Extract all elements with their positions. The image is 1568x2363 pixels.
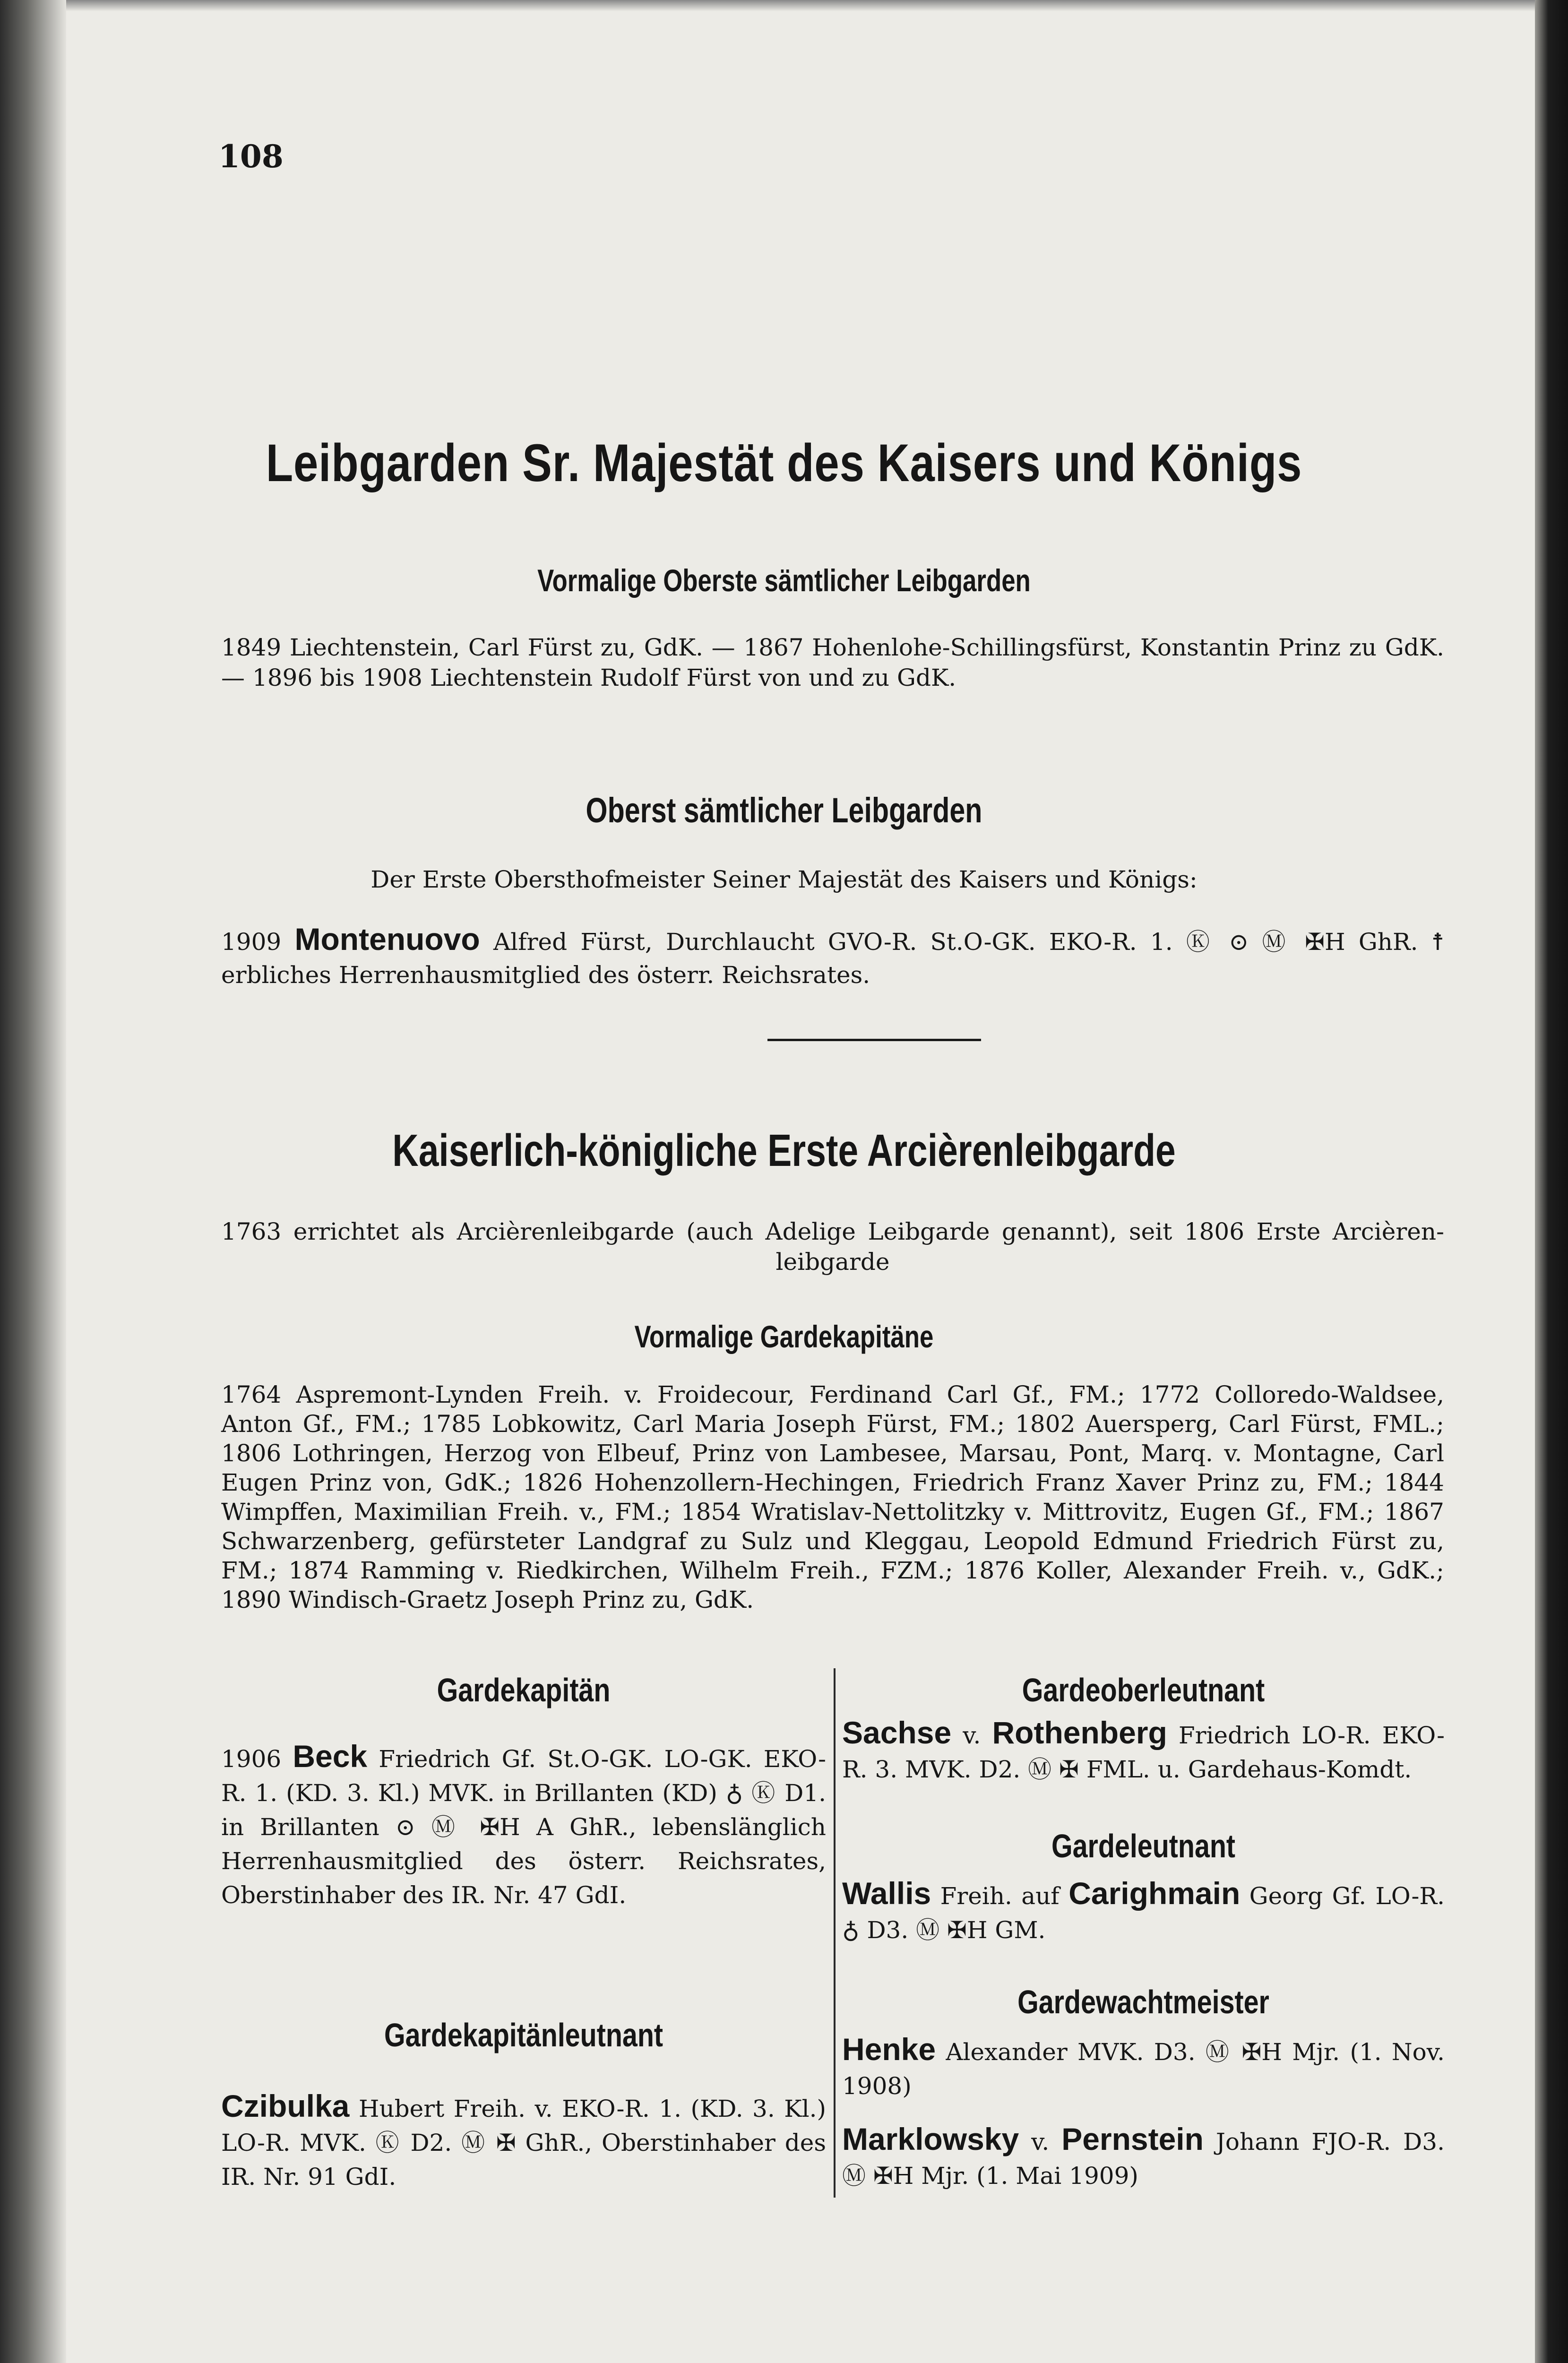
paragraph-text: Liechtenstein, Carl Fürst zu, GdK. — 1867 Hohenlohe-Schillingsfürst, Konstantin Prinz zu GdK. — 1896 bis 1908 Liechtenstein Rudolf Fürst von und zu GdK. (221, 634, 1444, 691)
heading-gardekapitaen: Gardekapitän (437, 1672, 611, 1708)
right-column (842, 1668, 1445, 2202)
heading-gardeleutnant: Gardeleutnant (1051, 1828, 1236, 1864)
person-name: Beck (293, 1739, 368, 1774)
entry-henke (842, 2032, 1445, 2103)
section-heading-arcieren: Kaiserlich-königliche Erste Arcièrenleibgarde (392, 1125, 1176, 1176)
year: 1763 (221, 1218, 282, 1245)
heading-gardeoberleutnant: Gardeoberleutnant (1022, 1672, 1265, 1708)
entry-text: Alfred Fürst, Durchlaucht GVO-R. St.O-GK. EKO-R. 1. Ⓚ ⊙ Ⓜ ✠H GhR. ☨ erbliches Herrenhausmitglied des österr. Reichsrates. (221, 928, 1444, 989)
left-column (221, 1668, 826, 2202)
name-particle: v. (1031, 2128, 1050, 2156)
year: 1909 (221, 928, 282, 956)
paragraph-text: errichtet als Arcièrenleibgarde (auch Adelige Leibgarde genannt), seit 1806 Erste Arcièrenleibgarde (293, 1218, 1444, 1276)
person-name: Carighmain (1068, 1876, 1241, 1911)
entry-text: Alexander MVK. D3. Ⓜ ✠H Mjr. (1. Nov. 1908) (842, 2038, 1445, 2100)
heading-gardewachtmeister: Gardewachtmeister (1017, 1984, 1269, 2020)
entry-text: Friedrich LO-R. EKO-R. 3. MVK. D2. Ⓜ ✠ FML. u. Gardehaus-Komdt. (842, 1722, 1445, 1783)
entry-text: Georg Gf. LO-R. ♁ D3. Ⓜ ✠H GM. (842, 1882, 1445, 1944)
heading-gardekapitaenleutnant: Gardekapitänleutnant (384, 2017, 663, 2053)
section-heading-colonel: Oberst sämtlicher Leibgarden (586, 791, 982, 830)
year: 1906 (221, 1745, 282, 1773)
section-heading-former-colonels: Vormalige Oberste sämtlicher Leibgarden (537, 563, 1031, 598)
page-number: 108 (218, 138, 284, 175)
entry-beck (221, 1739, 826, 1912)
entry-czibulka (221, 2089, 826, 2194)
colonel-lead-text: Der Erste Obersthofmeister Seiner Majestät des Kaisers und Königs: (370, 866, 1198, 893)
entry-text: Hubert Freih. v. EKO-R. 1. (KD. 3. Kl.) LO-R. MVK. Ⓚ D2. Ⓜ ✠ GhR., Oberstinhaber des IR. Nr. 91 GdI. (221, 2095, 826, 2191)
section-divider (767, 1039, 981, 1041)
entry-text: Friedrich Gf. St.O-GK. LO-GK. EKO-R. 1. (KD. 3. Kl.) MVK. in Brillanten (KD) ♁ Ⓚ D1. in Brillanten ⊙ Ⓜ ✠H A GhR., lebenslänglich Herrenhausmitglied des österr. Reichsrates, Oberstinhaber des IR. Nr. 47 GdI. (221, 1745, 826, 1909)
paragraph-text: Aspremont-Lynden Freih. v. Froidecour, Ferdinand Carl Gf., FM.; 1772 Colloredo-Waldsee, Anton Gf., FM.; 1785 Lobkowitz, Carl Maria Joseph Fürst, FM.; 1802 Auersperg, Carl Fürst, FML.; 1806 Lothringen, Herzog von Elbeuf, Prinz von Lambesee, Marsau, Pont, Marq. v. Montagne, Carl Eugen Prinz von, GdK.; 1826 Hohenzollern-Hechingen, Friedrich Franz Xaver Prinz zu, FM.; 1844 Wimpffen, Maximilian Freih. v., FM.; 1854 Wratislav-Nettolitzky v. Mittrovitz, Eugen Gf., FM.; 1867 Schwarzenberg, gefürsteter Landgraf zu Sulz und Kleggau, Leopold Edmund Friedrich Fürst zu, FM.; 1874 Ramming v. Riedkirchen, Wilhelm Freih., FZM.; 1876 Koller, Alexander Freih. v., GdK.; 1890 Windisch-Graetz Joseph Prinz zu, GdK. (221, 1381, 1444, 1613)
person-name: Montenuovo (294, 922, 480, 957)
year: 1764 (221, 1381, 282, 1408)
entry-wallis (842, 1876, 1445, 1947)
entry-sachse (842, 1716, 1445, 1786)
column-divider (834, 1668, 836, 2198)
person-name: Pernstein (1061, 2122, 1204, 2156)
former-captains-paragraph (221, 1380, 1444, 1614)
name-particle: v. (963, 1722, 981, 1749)
person-name: Sachse (842, 1715, 952, 1750)
former-colonels-paragraph (221, 632, 1444, 693)
section-heading-former-captains: Vormalige Gardekapitäne (634, 1319, 934, 1354)
entry-marklowsky (842, 2122, 1445, 2193)
colonel-entry (221, 923, 1444, 992)
person-name: Czibulka (221, 2088, 350, 2123)
name-particle: Freih. auf (940, 1882, 1060, 1910)
person-name: Henke (842, 2032, 936, 2067)
entry-text: Johann FJO-R. D3. Ⓜ ✠H Mjr. (1. Mai 1909) (842, 2128, 1445, 2190)
arcieren-paragraph (221, 1216, 1444, 1277)
person-name: Wallis (842, 1876, 931, 1911)
person-name: Marklowsky (842, 2122, 1019, 2156)
year: 1849 (221, 634, 282, 661)
person-name: Rothenberg (992, 1715, 1167, 1750)
page-title: Leibgarden Sr. Majestät des Kaisers und Königs (266, 433, 1302, 492)
